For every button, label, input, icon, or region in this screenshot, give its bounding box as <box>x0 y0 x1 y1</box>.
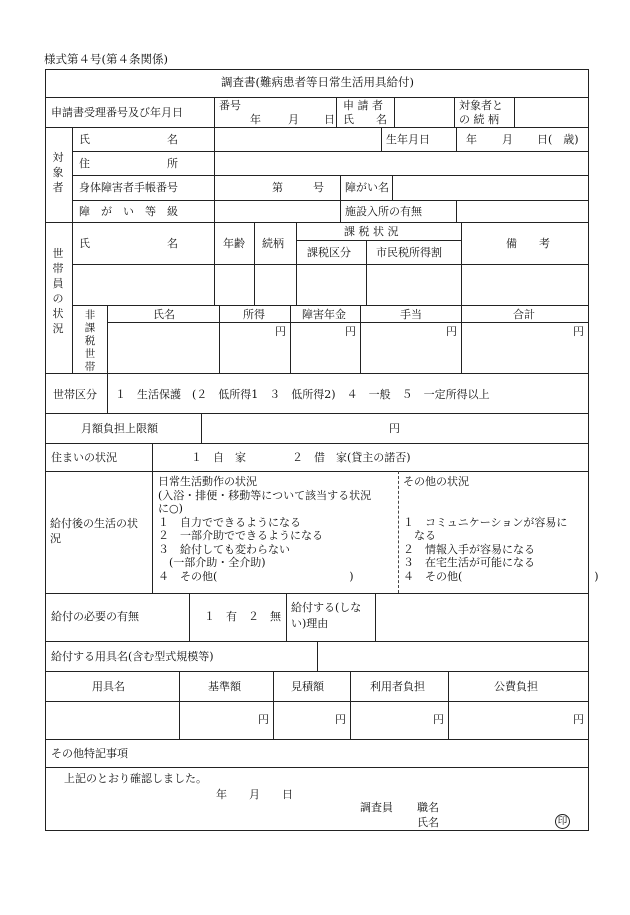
tax-class-label: 課税区分 <box>307 246 351 259</box>
nontax-vertical-label: 非課税世帯 <box>84 309 96 373</box>
yen-income: 円 <box>275 325 286 338</box>
confirmation-text: 上記のとおり確認しました。 <box>64 772 207 785</box>
yen-allowance: 円 <box>446 325 457 338</box>
reason-label-2: い)理由 <box>291 617 329 630</box>
seal-mark: 印 <box>555 814 570 829</box>
daily-activity-opt4: ４ その他( ) <box>158 569 354 583</box>
after-provision-label: 給付後の生活の状況 <box>50 517 138 545</box>
household-category-options: １ 生活保護 (２ 低所得1 ３ 低所得2) ４ 一般 ５ 一定所得以上 <box>115 388 490 401</box>
birth-year: 年 <box>466 133 477 146</box>
tax-status-label: 課 税 状 況 <box>344 225 399 238</box>
form-number: 様式第４号(第４条関係) <box>44 52 168 66</box>
city-tax-label: 市民税所得割 <box>376 246 442 259</box>
necessity-label: 給付の必要の有無 <box>51 610 139 623</box>
yen-public: 円 <box>573 713 584 726</box>
address-label: 住 所 <box>79 157 178 170</box>
birth-date-label: 生年月日 <box>386 133 430 146</box>
monthly-limit-yen: 円 <box>389 422 400 435</box>
form-title: 調査書(難病患者等日常生活用具給付) <box>221 75 414 89</box>
item-name-label: 給付する用具名(含む型式規模等) <box>51 650 214 663</box>
applicant-name-label: 氏 名 <box>343 113 387 126</box>
household-relation-label: 続柄 <box>262 237 284 250</box>
year-label: 年 <box>250 113 261 126</box>
disability-name-label: 障がい名 <box>345 181 389 194</box>
other-status-opt3: ３ 在宅生活が可能になる <box>403 556 535 569</box>
age-label: 年齢 <box>223 237 245 250</box>
yen-pension: 円 <box>345 325 356 338</box>
household-category-label: 世帯区分 <box>53 388 97 401</box>
post-label: 職名 <box>417 801 439 814</box>
daily-activity-list <box>158 475 371 583</box>
facility-label: 施設入所の有無 <box>345 205 422 218</box>
disability-grade-label: 障 が い 等 級 <box>79 205 178 218</box>
subject-vertical-label: 対象者 <box>52 151 64 194</box>
investigator-label: 調査員 <box>360 801 393 814</box>
remarks-label: 備 考 <box>506 237 550 250</box>
standard-amount-label: 基準額 <box>208 680 241 693</box>
relation-label: 対象者と <box>459 99 503 112</box>
public-burden-label: 公費負担 <box>494 680 538 693</box>
total-label: 合計 <box>513 308 535 321</box>
applicant-label: 申 請 者 <box>343 99 383 112</box>
daily-activity-title: 日常生活動作の状況 <box>158 475 257 488</box>
allowance-label: 手当 <box>400 308 422 321</box>
subject-name-label: 氏 名 <box>79 133 178 146</box>
monthly-limit-label: 月額負担上限額 <box>81 422 158 435</box>
yen-estimate: 円 <box>335 713 346 726</box>
relation-label-2: の 続 柄 <box>459 113 499 126</box>
other-notes-label: その他特記事項 <box>51 747 128 760</box>
other-status-opt4: ４ その他( ) <box>403 569 599 583</box>
other-status-list <box>403 475 599 583</box>
daily-activity-opt3-note: (一部介助・全介助) <box>158 556 266 569</box>
daily-activity-note-2: に○) <box>158 502 183 515</box>
other-status-blank-2 <box>403 502 599 516</box>
nontax-name-label: 氏名 <box>153 308 175 321</box>
other-status-opt1-cont: なる <box>403 529 436 542</box>
other-status-opt1: １ コミュニケーションが容易に <box>403 515 568 529</box>
housing-label: 住まいの状況 <box>51 451 117 464</box>
daily-activity-opt2: ２ 一部介助でできるようになる <box>158 529 323 542</box>
birth-month: 月 <box>502 133 513 146</box>
investigator-name-label: 氏名 <box>417 816 439 829</box>
yen-total: 円 <box>573 325 584 338</box>
number-label: 番号 <box>219 99 241 112</box>
housing-own: １ 自 家 <box>191 451 246 464</box>
necessity-options: １ 有 ２ 無 <box>204 610 281 623</box>
daily-activity-opt3: ３ 給付しても変わらない <box>158 542 290 556</box>
reason-label: 給付する(しな <box>291 601 362 614</box>
other-status-opt2: ２ 情報入手が容易になる <box>403 542 535 556</box>
income-label: 所得 <box>243 308 265 321</box>
estimate-amount-label: 見積額 <box>291 680 324 693</box>
handbook-number-label: 身体障害者手帳番号 <box>79 181 178 194</box>
household-vertical-label: 世帯員の状況 <box>52 247 64 335</box>
housing-rent: ２ 借 家(貸主の諾否) <box>292 451 411 464</box>
yen-user: 円 <box>433 713 444 726</box>
tool-name-label: 用具名 <box>92 680 125 693</box>
handbook-gou: 号 <box>313 181 324 194</box>
confirmation-date: 年 月 日 <box>216 788 293 801</box>
handbook-dai: 第 <box>272 181 283 194</box>
application-number-label: 申請書受理番号及び年月日 <box>51 106 183 119</box>
birth-day: 日( 歳) <box>537 133 579 146</box>
daily-activity-opt1: １ 自力でできるようになる <box>158 515 301 529</box>
household-name-label: 氏 名 <box>79 237 178 250</box>
pension-label: 障害年金 <box>302 308 346 321</box>
day-label: 日 <box>324 113 335 126</box>
other-status-title: その他の状況 <box>403 475 469 488</box>
month-label: 月 <box>288 113 299 126</box>
daily-activity-note: (入浴・排便・移動等について該当する状況 <box>158 488 372 502</box>
other-status-blank <box>403 489 599 503</box>
user-burden-label: 利用者負担 <box>370 680 425 693</box>
yen-standard: 円 <box>258 713 269 726</box>
